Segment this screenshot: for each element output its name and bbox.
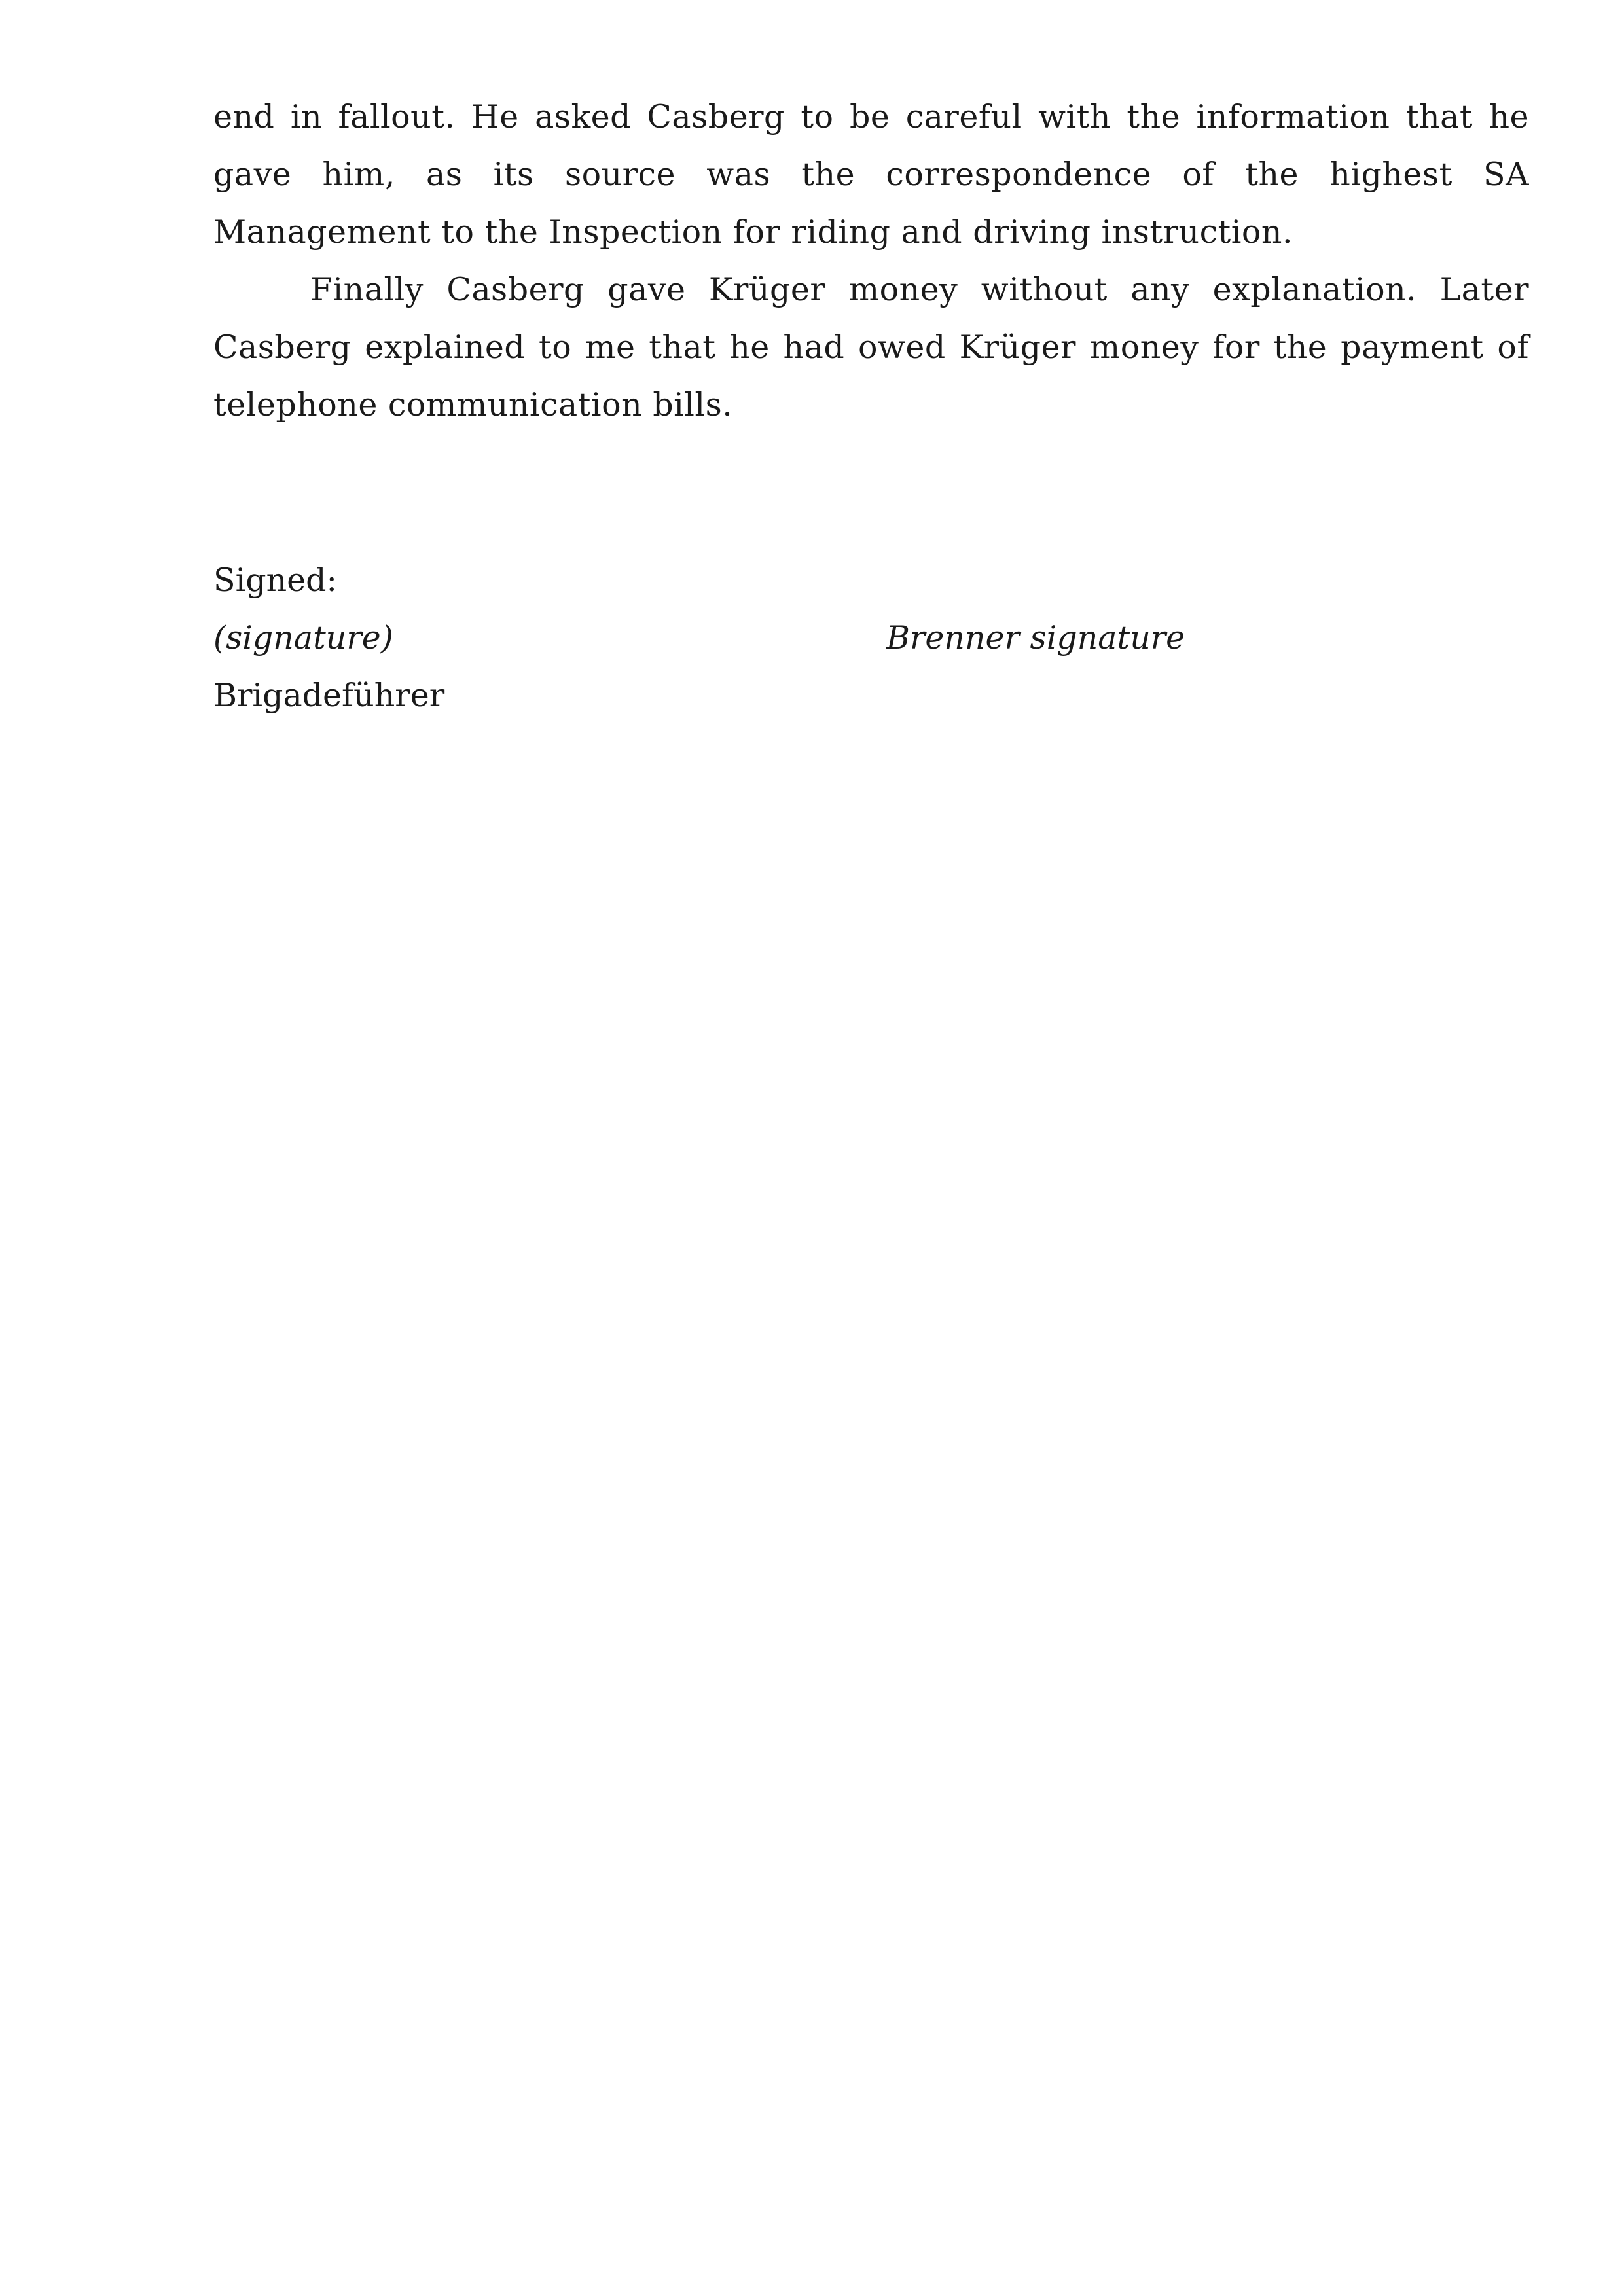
rank-line bbox=[213, 667, 1529, 725]
body-text bbox=[213, 88, 1529, 434]
paragraph-payment: Finally Casberg gave Krüger money without any explanation. Later Casberg explained to me that he had owed Krüger money for the payment of telephone communication bills. bbox=[213, 271, 1529, 423]
signature-block bbox=[213, 552, 1529, 725]
signed-label: Signed: bbox=[213, 562, 338, 599]
signatures-line bbox=[213, 609, 1529, 667]
left-signature-placeholder: (signature) bbox=[213, 619, 393, 656]
rank-title: Brigadeführer bbox=[213, 677, 445, 714]
paragraph-continuation: end in fallout. He asked Casberg to be careful with the information that he gave him, as its source was the correspondence of the highest SA Management to the Inspection for riding and driving instruction. bbox=[213, 98, 1529, 251]
signed-line bbox=[213, 552, 1529, 609]
brenner-signature: Brenner signature bbox=[886, 619, 1185, 656]
